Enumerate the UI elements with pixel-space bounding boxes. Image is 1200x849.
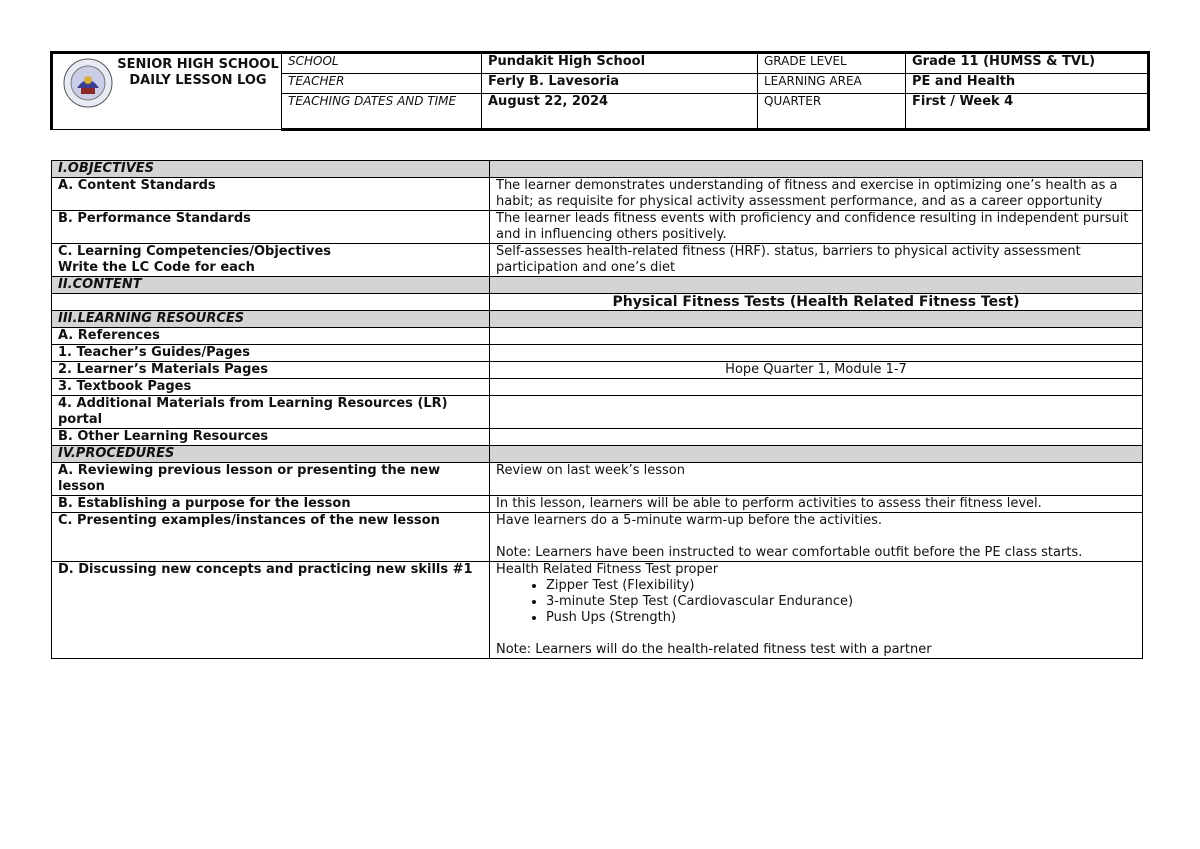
section-content: II.CONTENT — [52, 277, 490, 294]
school-label: SCHOOL — [282, 53, 482, 74]
grade-value: Grade 11 (HUMSS & TVL) — [906, 53, 1149, 74]
section-row — [52, 446, 1143, 463]
lesson-plan-table — [51, 160, 1143, 659]
table-row — [52, 513, 1143, 562]
grade-label: GRADE LEVEL — [758, 53, 906, 74]
procedure-d-label: D. Discussing new concepts and practicing new skills #1 — [52, 562, 490, 659]
procedure-c-value — [490, 513, 1143, 562]
table-row — [52, 178, 1143, 211]
competencies-label-line1: C. Learning Competencies/Objectives — [58, 244, 332, 259]
procedure-c-note: Note: Learners have been instructed to wear comfortable outfit before the PE class starts. — [496, 545, 1083, 560]
header-title: SENIOR HIGH SCHOOL DAILY LESSON LOG — [117, 57, 279, 88]
lesson-log-header — [50, 51, 1150, 131]
performance-standards-label: B. Performance Standards — [52, 211, 490, 244]
competencies-label — [52, 244, 490, 277]
table-row — [52, 294, 1143, 311]
other-resources-label: B. Other Learning Resources — [52, 429, 490, 446]
learners-materials-value: Hope Quarter 1, Module 1-7 — [490, 362, 1143, 379]
teacher-value: Ferly B. Lavesoria — [482, 74, 758, 93]
table-row — [52, 379, 1143, 396]
procedure-c-label: C. Presenting examples/instances of the new lesson — [52, 513, 490, 562]
table-row — [52, 362, 1143, 379]
section-resources: III.LEARNING RESOURCES — [52, 311, 490, 328]
dates-label: TEACHING DATES AND TIME — [282, 93, 482, 129]
table-row — [52, 396, 1143, 429]
list-item: • Push Ups (Strength) — [546, 610, 1136, 626]
learners-materials-label: 2. Learner’s Materials Pages — [52, 362, 490, 379]
table-row — [52, 328, 1143, 345]
references-label: A. References — [52, 328, 490, 345]
additional-materials-label: 4. Additional Materials from Learning Resources (LR) portal — [52, 396, 490, 429]
content-standards-label: A. Content Standards — [52, 178, 490, 211]
school-value: Pundakit High School — [482, 53, 758, 74]
table-row — [52, 429, 1143, 446]
fitness-test-list — [496, 578, 1136, 626]
procedure-a-value: Review on last week’s lesson — [490, 463, 1143, 496]
list-item: • Zipper Test (Flexibility) — [546, 578, 1136, 594]
procedure-d-note: Note: Learners will do the health-related fitness test with a partner — [496, 642, 932, 657]
section-row — [52, 277, 1143, 294]
content-standards-value: The learner demonstrates understanding of fitness and exercise in optimizing one’s health as a habit; as requisite for physical activity assessment performance, and as a career opportunity — [490, 178, 1143, 211]
performance-standards-value: The learner leads fitness events with proficiency and confidence resulting in independent pursuit and in influencing others positively. — [490, 211, 1143, 244]
procedure-d-value — [490, 562, 1143, 659]
procedure-d-intro: Health Related Fitness Test proper — [496, 562, 719, 577]
procedure-b-value: In this lesson, learners will be able to perform activities to assess their fitness level. — [490, 496, 1143, 513]
header-title-cell — [52, 53, 282, 130]
table-row — [52, 211, 1143, 244]
area-value: PE and Health — [906, 74, 1149, 93]
area-label: LEARNING AREA — [758, 74, 906, 93]
table-row — [52, 562, 1143, 659]
section-procedures: IV.PROCEDURES — [52, 446, 490, 463]
section-row — [52, 161, 1143, 178]
competencies-value: Self-assesses health-related fitness (HRF). status, barriers to physical activity assessment participation and one’s diet — [490, 244, 1143, 277]
procedure-b-label: B. Establishing a purpose for the lesson — [52, 496, 490, 513]
deped-seal-icon — [63, 58, 113, 108]
table-row — [52, 463, 1143, 496]
list-item: • 3-minute Step Test (Cardiovascular Endurance) — [546, 594, 1136, 610]
quarter-label: QUARTER — [758, 93, 906, 129]
table-row — [52, 496, 1143, 513]
section-objectives: I.OBJECTIVES — [52, 161, 490, 178]
teachers-guides-label: 1. Teacher’s Guides/Pages — [52, 345, 490, 362]
procedure-a-label: A. Reviewing previous lesson or presenting the new lesson — [52, 463, 490, 496]
competencies-label-line2: Write the LC Code for each — [58, 260, 255, 275]
table-row — [52, 244, 1143, 277]
table-row — [52, 345, 1143, 362]
teacher-label: TEACHER — [282, 74, 482, 93]
section-row — [52, 311, 1143, 328]
content-value: Physical Fitness Tests (Health Related Fitness Test) — [490, 294, 1143, 311]
procedure-c-text: Have learners do a 5-minute warm-up before the activities. — [496, 513, 882, 528]
textbook-label: 3. Textbook Pages — [52, 379, 490, 396]
dates-value: August 22, 2024 — [482, 93, 758, 129]
quarter-value: First / Week 4 — [906, 93, 1149, 129]
